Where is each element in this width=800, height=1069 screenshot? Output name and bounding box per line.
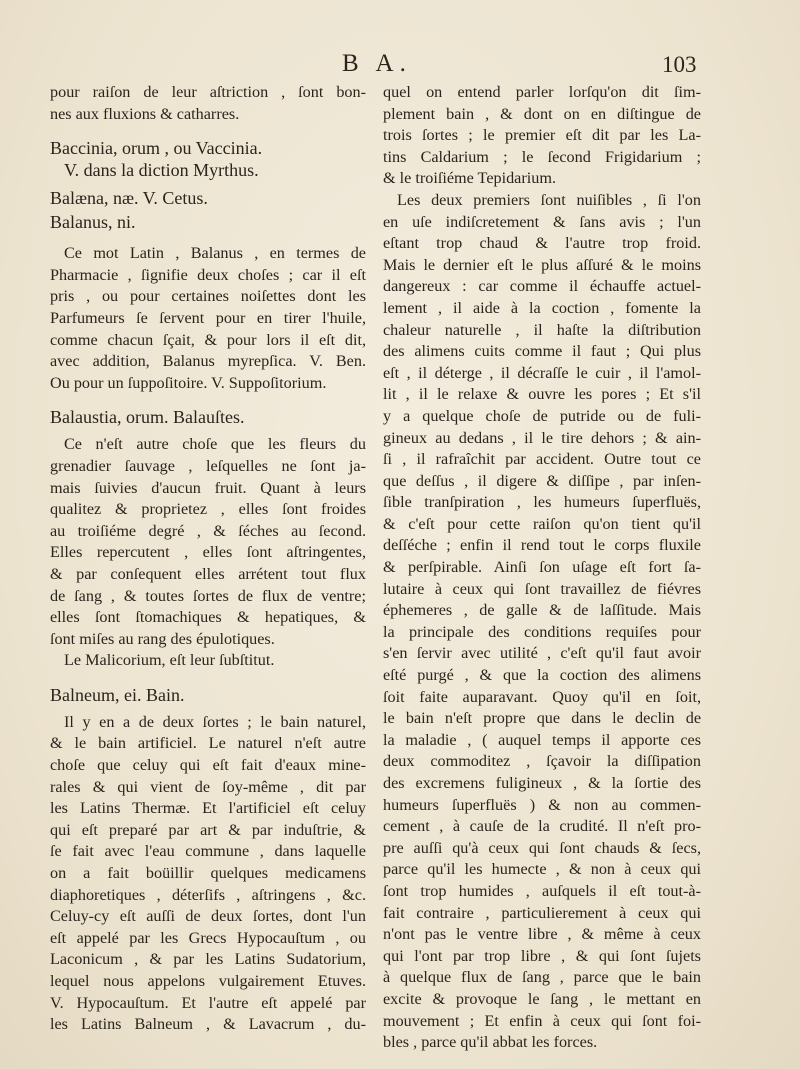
text-line: pre auſſi qu'à ceux qui ſont chauds & ſecs,	[383, 838, 701, 857]
text-line: éphemeres , de galle & de laſſitude. Mais	[383, 601, 701, 620]
text-line: le bain n'eſt propre que dans le declin de	[383, 709, 701, 728]
text-line: elles ſont ſtomachiques & hepatiques, &	[50, 608, 366, 627]
text-line: Parfumeurs ſe ſervent pour en tirer l'huile,	[50, 308, 366, 327]
text-line: bles , parce qu'il abbat les forces.	[383, 1033, 598, 1052]
text-line: de ſang , & toutes ſortes de flux de ventre;	[50, 586, 366, 605]
paragraph-balanus	[50, 243, 366, 394]
text-line: à quelque flux de ſang , parce que le bain	[383, 968, 701, 987]
page-number: 103	[662, 52, 697, 77]
text-line: Les deux premiers ſont nuiſibles , ſi l'on	[397, 190, 701, 209]
text-line: ſible tranſpiration , les humeurs ſuperfluës,	[383, 493, 701, 512]
text-line: & le bain artificiel. Le naturel n'eſt autre	[50, 734, 366, 753]
text-line: trois ſortes ; le premier eſt dit par les La-	[383, 126, 701, 145]
running-title: B A.	[342, 50, 412, 77]
paragraph-balaustia	[50, 434, 366, 672]
text-line: Celuy-cy eſt auſſi de deux ſortes, dont l'un	[50, 907, 366, 926]
text-line: des alimens cuits comme il faut ; Qui plus	[383, 342, 701, 361]
text-line: avec addition, Balanus myrepſica. V. Ben.	[50, 352, 366, 371]
entry-crossref: V. dans la diction Myrthus.	[64, 160, 259, 181]
right-column	[383, 82, 701, 1054]
text-line: choſe que celuy qui eſt fait d'eaux mine-	[50, 756, 366, 775]
text-line: n'ont pas le ventre libre , & même à ceux	[383, 925, 701, 944]
text-line: deſſéche ; enfin il rend tout le corps fluxile	[383, 536, 701, 555]
text-line: ſoit faite auparavant. Quoy qu'il en ſoit,	[383, 687, 701, 706]
entry-headword: Balanus, ni.	[50, 212, 136, 233]
text-line: les Latins Thermæ. Et l'artificiel eſt celuy	[50, 799, 366, 818]
text-line: Laconicum , & par les Latins Sudatorium,	[50, 950, 366, 969]
text-line: on a fait boüillir quelques medicamens	[50, 864, 366, 883]
text-line: eſt appelé par les Grecs Hypocauſtum , ou	[50, 928, 366, 947]
text-line: mouvement ; Et enfin à ceux qui ſont foi-	[383, 1011, 701, 1030]
paragraph-balneum	[50, 712, 366, 1036]
text-line: & perſpirable. Ainſi ſon uſage eſt fort ſa-	[383, 558, 701, 577]
text-line: Ou pour un ſuppoſitoire. V. Suppoſitorium.	[50, 373, 327, 392]
left-column	[50, 82, 366, 1036]
entry-headword: Balneum, ei. Bain.	[50, 684, 185, 705]
text-line: tins Caldarium ; le ſecond Frigidarium ;	[383, 147, 701, 166]
text-line: en uſe indiſcretement & ſans avis ; l'un	[383, 212, 701, 231]
text-line: gineux au dedans , il le tire dehors ; & ain-	[383, 428, 701, 447]
text-line: eſtant trop chaud & l'autre trop froid.	[383, 234, 701, 253]
entry-headword: Baccinia, orum , ou Vaccinia.	[50, 138, 263, 159]
text-line: que deſſus , il digere & diſſipe , par inſen-	[383, 471, 701, 490]
entry-headword: Balæna, næ. V. Cetus.	[50, 188, 208, 209]
text-line: au troiſiéme degré , & ſéches au ſecond.	[50, 521, 366, 540]
entry-heading-balneum	[50, 684, 366, 706]
text-line: ſi , il rafraîchit par accident. Outre tout ce	[383, 450, 701, 469]
text-line: V. Hypocauſtum. Et l'autre eſt appelé par	[50, 993, 366, 1012]
text-line: mais ſuivies d'aucun fruit. Quant à leurs	[50, 478, 366, 497]
text-line: & par conſequent elles arrétent tout flux	[50, 564, 366, 583]
text-line: la principale des conditions requiſes pour	[383, 622, 701, 641]
text-line: cement , à cauſe de la crudité. Il n'eſt pro-	[383, 817, 701, 836]
text-line: lement , il aide à la coction , fomente la	[383, 298, 701, 317]
text-line: quel on entend parler lorſqu'on dit ſim-	[383, 83, 701, 101]
entry-heading-balaena	[50, 187, 366, 209]
text-line: lit , il le relaxe & ouvre les pores ; Et s'il	[383, 385, 701, 404]
text-line: & c'eſt pour cette raiſon qu'on tient qu'il	[383, 514, 701, 533]
text-line: Ce mot Latin , Balanus , en termes de	[64, 244, 366, 263]
entry-heading-balanus	[50, 211, 366, 233]
text-line: excite & provoque le ſang , le mettant en	[383, 989, 701, 1008]
text-line: plement bain , & dont on en diſtingue de	[383, 104, 701, 123]
text-line: & le troiſiéme Tepidarium.	[383, 169, 556, 188]
text-line: rales & qui vient de ſoy-même , dit par	[50, 777, 366, 796]
text-line: parce qu'il les humecte , & non à ceux qui	[383, 860, 701, 879]
text-line: eſt , il déterge , il décraſſe le cuir , il l'amol-	[383, 363, 701, 382]
entry-heading-baccinia	[50, 137, 366, 181]
text-line: Le Malicorium, eſt leur ſubſtitut.	[64, 651, 275, 670]
text-line: s'en ſervir avec utilité , c'eſt qu'il faut avoir	[383, 644, 701, 663]
text-line: chaleur naturelle , il haſte la diſtribution	[383, 320, 701, 339]
text-line: ſont trop humides , auſquels il eſt tout-à-	[383, 881, 701, 900]
text-line: comme chacun ſçait, & pour lors il eſt dit,	[50, 330, 366, 349]
text-line: dangereux : car comme il échauffe actuel-	[383, 277, 701, 296]
text-line: des excremens fuligineux , & la ſortie des	[383, 774, 701, 792]
text-line: fait contraire , particulierement à ceux qui	[383, 903, 701, 922]
text-line: Ce n'eſt autre choſe que les fleurs du	[64, 435, 366, 454]
text-line: la maladie , ( auquel temps il apporte ces	[383, 730, 701, 749]
text-line: pris , ou pour certaines noiſettes dont les	[50, 287, 366, 306]
text-line: lequel nous appelons vulgairement Etuves.	[50, 972, 366, 990]
text-line: nes aux fluxions & catharres.	[50, 104, 240, 123]
text-line: humeurs ſuperfluës ) & non au commen-	[383, 795, 701, 814]
text-line: qui l'ont par trop libre , & qui ſont ſujets	[383, 946, 701, 965]
text-line: diaphoretiques , déterſifs , aſtringens , &c.	[50, 885, 366, 904]
text-line: ſont miſes au rang des épulotiques.	[50, 629, 275, 648]
entry-heading-balaustia	[50, 406, 366, 428]
text-line: y a quelque choſe de putride ou de fuli-	[383, 406, 701, 425]
text-line: Elles repercutent , elles ſont aſtringentes,	[50, 543, 366, 562]
text-line: ſe fait avec l'eau commune , dans laquelle	[50, 842, 366, 861]
text-line: qualitez & proprietez , elles ſont froides	[50, 500, 366, 519]
text-line: Il y en a de deux ſortes ; le bain naturel,	[64, 712, 366, 731]
text-line: lutaire à ceux qui ſont travaillez de fiévres	[383, 579, 701, 598]
text-line: pour raiſon de leur aſtriction , ſont bon-	[50, 83, 366, 101]
text-line: eſté purgé , & que la coction des alimens	[383, 666, 701, 685]
text-line: qui eſt preparé par art & par induſtrie, &	[50, 820, 366, 839]
text-line: Mais le dernier eſt le plus aſſuré & le moins	[383, 255, 701, 274]
text-line: Pharmacie , ſignifie deux choſes ; car il eſt	[50, 265, 366, 284]
entry-headword: Balaustia, orum. Balauſtes.	[50, 407, 245, 428]
page-header	[0, 50, 800, 80]
text-line: les Latins Balneum , & Lavacrum , du-	[50, 1015, 366, 1034]
text-line: deux commoditez , ſçavoir la diſſipation	[383, 752, 701, 771]
text-line: grenadier ſauvage , leſquelles ne ſont ja-	[50, 456, 366, 475]
